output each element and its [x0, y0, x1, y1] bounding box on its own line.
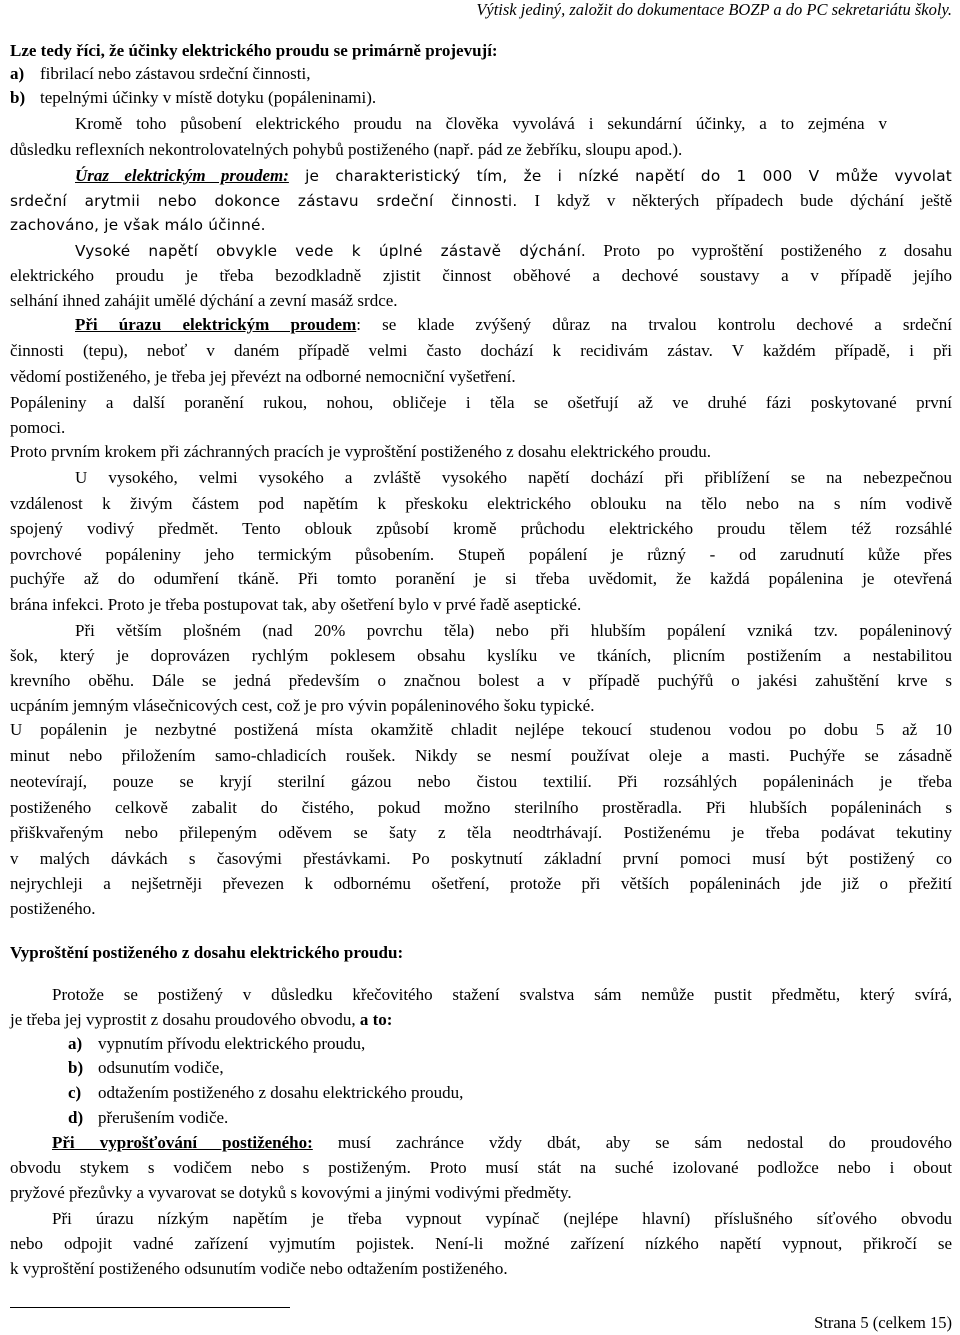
- paragraph-line: přiškvařeným nebo přilepeným oděvem se šaty z těla neodtrhávají. Postiženému je třeba podávat tekutiny: [10, 823, 952, 842]
- item-text: tepelnými účinky v místě dotyku (popáleninami).: [40, 88, 377, 107]
- paragraph-line: neotevírají, pouze se kryjí sterilní gázou nebo čistou textilií. Při rozsáhlých popáleninách je třeba: [10, 772, 952, 791]
- pri-vyprostovani-text: musí zachránce vždy dbát, aby se sám nedostal do proudového: [312, 1133, 952, 1152]
- uraz-text: zachováno, je však málo účinné.: [10, 216, 266, 234]
- item-text: vypnutím přívodu elektrického proudu,: [98, 1034, 366, 1053]
- uraz-text: srdeční arytmii nebo dokonce zástavu srdeční činnosti.: [10, 192, 518, 210]
- item-label: a): [68, 1034, 83, 1053]
- document-header: Výtisk jediný, založit do dokumentace BOZP a do PC sekretariátu školy.: [476, 0, 952, 19]
- paragraph-line: Proto prvním krokem při záchranných pracích je vyproštění postiženého z dosahu elektrického proudu.: [10, 442, 712, 461]
- paragraph-line: postiženého.: [10, 899, 96, 918]
- paragraph-line: vědomí postiženého, je třeba jej převézt na odborné nemocniční vyšetření.: [10, 367, 516, 386]
- paragraph-line: činnosti (tepu), neboť v daném případě velmi často dochází k recidivám zástav. V každém případě, i při: [10, 341, 952, 360]
- paragraph-line: U vysokého, velmi vysokého a zvláště vysokého napětí dochází při přiblížení se na nebezpečnou: [75, 468, 952, 487]
- paragraph-line: pryžové přezůvky a vyvarovat se dotyků s kovovými a jinými vodivými předměty.: [10, 1183, 572, 1202]
- uraz-term: Úraz elektrickým proudem:: [75, 166, 289, 185]
- paragraph-line: postiženého celkově zabalit do čistého, pokud možno sterilního prostěradla. Při hlubších popáleninách s: [10, 798, 952, 817]
- paragraph-line: minut nebo přiložením samo-chladicích roušek. Nikdy se nesmí používat oleje a masti. Puchýře se zásadně: [10, 746, 952, 765]
- paragraph-line: Protože se postižený v důsledku křečovitého stažení svalstva sám nemůže pustit předmětu, který svírá,: [52, 985, 952, 1004]
- item-text: odtažením postiženého z dosahu elektrického proudu,: [98, 1083, 464, 1102]
- intro-item-a: [10, 63, 952, 85]
- paragraph-line: šok, který je doprovázen rychlým poklesem obsahu kyslíku ve tkáních, plicním postižením a nestabilitou: [10, 646, 952, 665]
- list-item: [10, 1057, 960, 1079]
- section-heading: Vyproštění postiženého z dosahu elektrického proudu:: [10, 943, 404, 962]
- item-label: a): [10, 64, 25, 83]
- uraz-text: Vysoké napětí obvykle vede k úplné zástavě dýchání.: [75, 242, 586, 260]
- paragraph-line: povrchové popáleniny jeho termickým působením. Stupeň popálení je různý - od zarudnutí kůže přes: [10, 545, 952, 564]
- paragraph-text: je třeba jej vyprostit z dosahu proudového obvodu,: [10, 1010, 360, 1029]
- uraz-line-3: [10, 214, 952, 236]
- paragraph-line: důsledku reflexních nekontrolovatelných pohybů postiženého (např. pád ze žebříku, sloupu apod.).: [10, 140, 683, 159]
- paragraph-line: vzdálenost k živým částem pod napětím k přeskoku elektrického oblouku na tělo nebo na s ním vodivě: [10, 494, 952, 513]
- paragraph-line: spojený vodivý předmět. Tento oblouk způsobí kromě průchodu elektrického proudu tělem též rozsáhlé: [10, 519, 952, 538]
- uraz-text: je charakteristický tím, že i nízké napětí do 1 000 V může vyvolat: [288, 167, 952, 185]
- uraz-text: Proto po vyproštění postiženého z dosahu: [585, 241, 952, 260]
- footer-divider: [10, 1307, 290, 1308]
- pri-urazu-term: Při úrazu elektrickým proudem: [75, 315, 357, 334]
- paragraph-line: brána infekci. Proto je třeba postupovat tak, aby ošetření bylo v prvé řadě aseptické.: [10, 595, 582, 614]
- paragraph-line: puchýře až do odumření tkáně. Při tomto poranění je si třeba uvědomit, že každá popálenina je otevřená: [10, 569, 952, 588]
- item-label: b): [68, 1058, 84, 1077]
- pri-vyprostovani-line-1: [10, 1132, 952, 1154]
- paragraph-line: elektrického proudu je třeba bezodkladně zjistit činnost oběhové a dechové soustavy a v případě jejího: [10, 266, 952, 285]
- item-text: přerušením vodiče.: [98, 1108, 229, 1127]
- paragraph-line: v malých dávkách s časovými přestávkami. Po poskytnutí základní první pomoci musí být postižený co: [10, 849, 952, 868]
- paragraph-line: Při úrazu nízkým napětím je třeba vypnout vypínač (nejlépe hlavní) příslušného síťového obvodu: [52, 1209, 952, 1228]
- paragraph-emphasis: a to:: [359, 1010, 393, 1029]
- page-number: Strana 5 (celkem 15): [814, 1313, 952, 1332]
- paragraph-line: nebo odpojit vadné zařízení vyjmutím pojistek. Není-li možné zařízení nízkého napětí vypnout, přikročí se: [10, 1234, 952, 1253]
- list-item: [10, 1107, 960, 1129]
- paragraph-line: selhání ihned zahájit umělé dýchání a zevní masáž srdce.: [10, 291, 398, 310]
- uraz-line-4: [10, 240, 952, 262]
- paragraph-line: pomoci.: [10, 418, 66, 437]
- paragraph-line: Popáleniny a další poranění rukou, nohou, obličeje i těla se ošetřují až ve druhé fázi poskytované první: [10, 393, 952, 412]
- item-text: odsunutím vodiče,: [98, 1058, 224, 1077]
- pri-urazu-line-1: [10, 314, 952, 336]
- intro-heading: Lze tedy říci, že účinky elektrického proudu se primárně projevují:: [10, 41, 498, 60]
- paragraph-line: ucpáním jemným vlásečnicových cest, což je pro vývin popáleninového šoku typické.: [10, 696, 595, 715]
- paragraph-line: Při větším plošném (nad 20% povrchu těla) nebo při hlubším popálení vzniká tzv. popáleninový: [75, 621, 952, 640]
- item-text: fibrilací nebo zástavou srdeční činnosti,: [40, 64, 311, 83]
- paragraph-line: nejrychleji a nejšetrněji převezen k odbornému ošetření, protože při větších popáleninách jde již o přežití: [10, 874, 952, 893]
- paragraph-line: k vyproštění postiženého odsunutím vodiče nebo odtažením postiženého.: [10, 1259, 508, 1278]
- pri-vyprostovani-term: Při vyprošťování postiženého:: [52, 1133, 313, 1152]
- uraz-line-2: [10, 190, 952, 212]
- list-item: [10, 1033, 960, 1055]
- uraz-text: I když v některých případech bude dýchání ještě: [517, 191, 952, 210]
- item-label: c): [68, 1083, 82, 1102]
- list-item: [10, 1082, 960, 1104]
- item-label: d): [68, 1108, 84, 1127]
- paragraph-line: Kromě toho působení elektrického proudu na člověka vyvolává i sekundární účinky, a to zejména v: [75, 114, 887, 133]
- uraz-line-1: [10, 165, 952, 187]
- paragraph-line: U popálenin je nezbytné postižená místa okamžitě chladit nejlépe tekoucí studenou vodou po dobu 5 až 10: [10, 720, 952, 739]
- item-label: b): [10, 88, 26, 107]
- paragraph-line: obvodu stykem s vodičem nebo s postiženým. Proto musí stát na suché izolované podložce nebo i obout: [10, 1158, 952, 1177]
- intro-item-b: [10, 87, 952, 109]
- paragraph-line: krevního oběhu. Dále se jedná především o značnou bolest a v případě puchýřů o jakési zahuštění krve s: [10, 671, 952, 690]
- pri-urazu-text: : se klade zvýšený důraz na trvalou kontrolu dechové a srdeční: [356, 315, 952, 334]
- paragraph-line: [10, 1009, 952, 1031]
